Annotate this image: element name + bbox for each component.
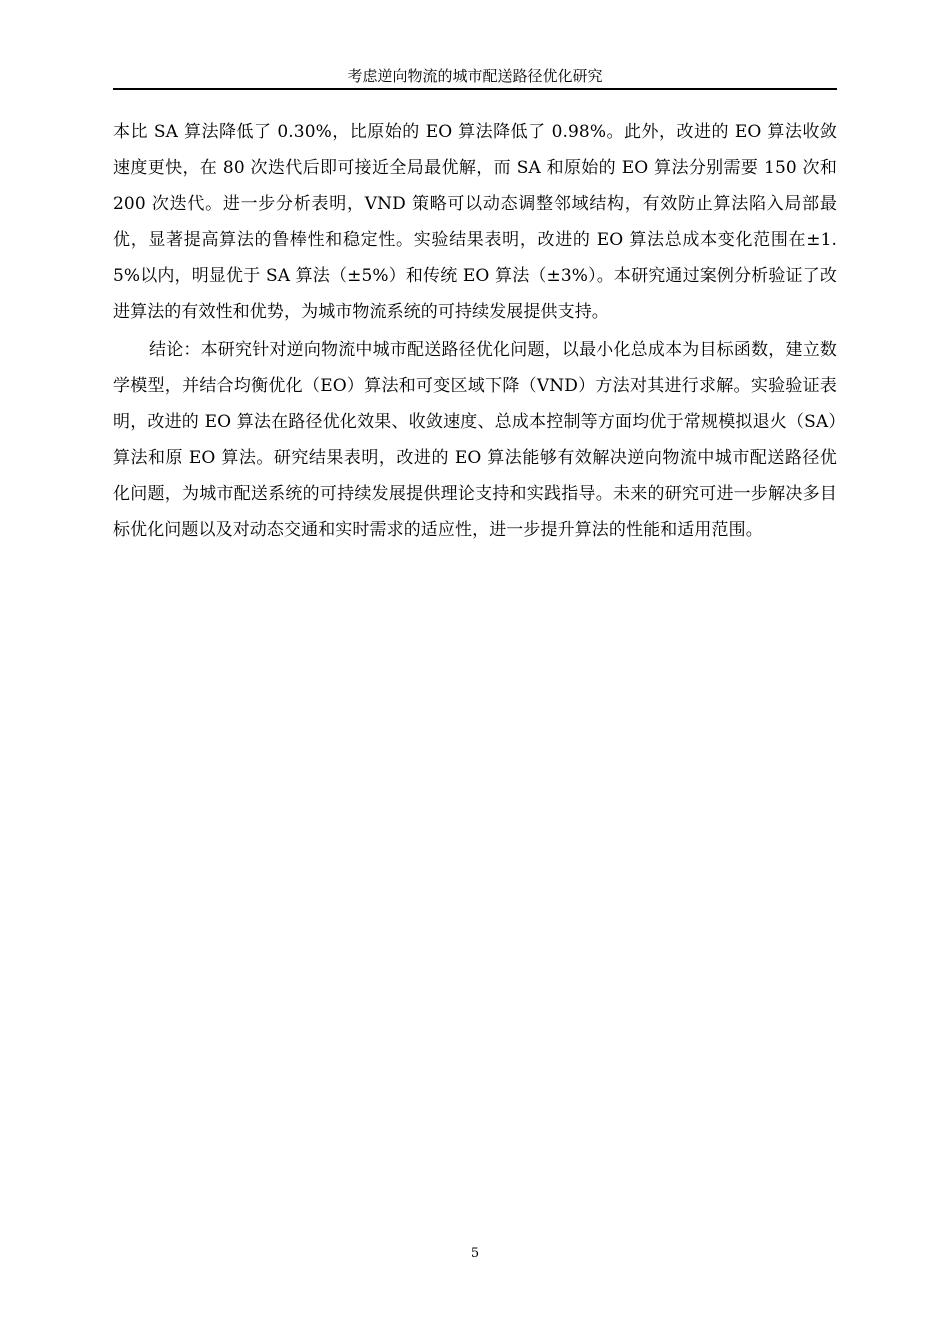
page-number: 5 bbox=[470, 1246, 480, 1261]
header-rule bbox=[113, 88, 837, 90]
running-header: 考虑逆向物流的城市配送路径优化研究 bbox=[347, 67, 603, 85]
paragraph-conclusion: 结论：本研究针对逆向物流中城市配送路径优化问题，以最小化总成本为目标函数，建立数学模型，并结合均衡优化（EO）算法和可变区域下降（VND）方法对其进行求解。实验验证表明，改进的 EO 算法在路径优化效果、收敛速度、总成本控制等方面均优于常规模拟退火（SA）算法和原 EO 算法。研究结果表明，改进的 EO 算法能够有效解决逆向物流中城市配送路径优化问题，为城市配送系统的可持续发展提供理论支持和实践指导。未来的研究可进一步解决多目标优化问题以及对动态交通和实时需求的适应性，进一步提升算法的性能和适用范围。 bbox=[113, 340, 837, 540]
body-text bbox=[113, 114, 837, 548]
paragraph-results: 本比 SA 算法降低了 0.30%，比原始的 EO 算法降低了 0.98%。此外，改进的 EO 算法收敛速度更快，在 80 次迭代后即可接近全局最优解，而 SA 和原始的 EO 算法分别需要 150 次和 200 次迭代。进一步分析表明，VND 策略可以动态调整邻域结构，有效防止算法陷入局部最优，显著提高算法的鲁棒性和稳定性。实验结果表明，改进的 EO 算法总成本变化范围在±1.5%以内，明显优于 SA 算法（±5%）和传统 EO 算法（±3%）。本研究通过案例分析验证了改进算法的有效性和优势，为城市物流系统的可持续发展提供支持。 bbox=[113, 122, 837, 322]
